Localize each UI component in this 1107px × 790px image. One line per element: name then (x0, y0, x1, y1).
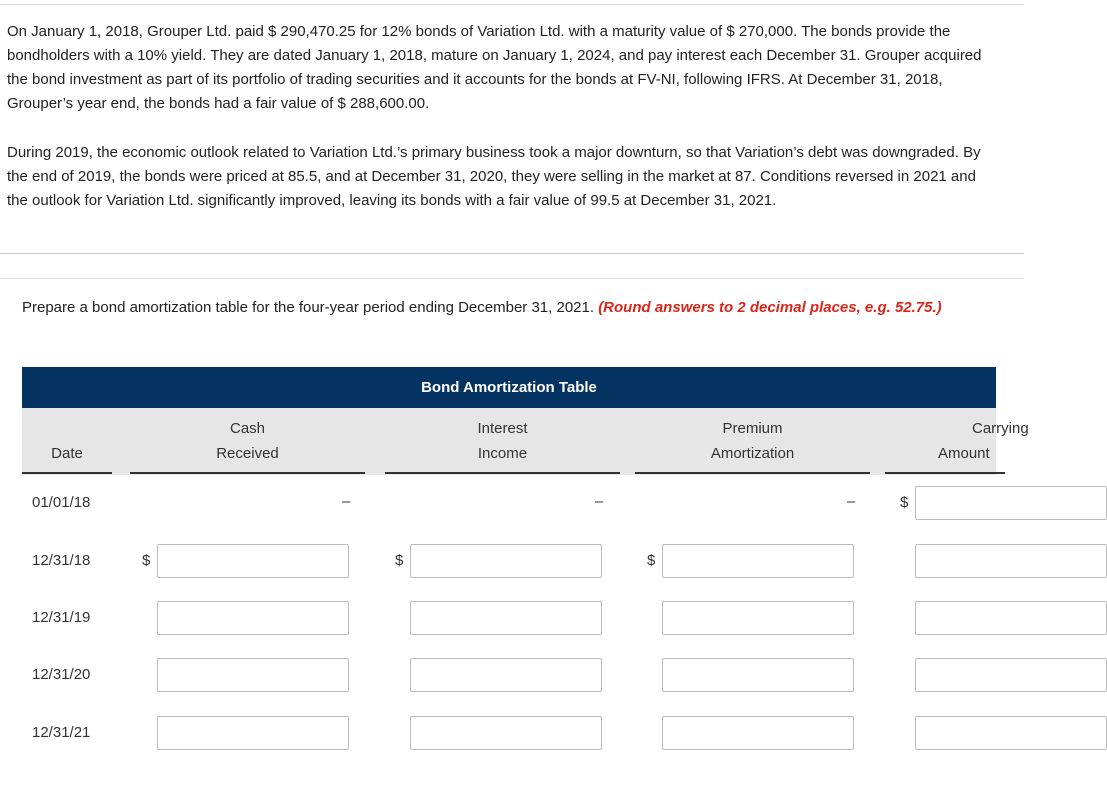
header-interest-income (385, 416, 620, 466)
header-line: Premium (722, 420, 783, 437)
header-line: Income (477, 445, 528, 462)
table-title: Bond Amortization Table (22, 367, 996, 408)
input-carrying-amount-12-31-21[interactable] (915, 716, 1107, 750)
header-date: Date (51, 445, 83, 462)
input-carrying-amount-01-01-18[interactable] (915, 486, 1107, 520)
header-line: Amortization (710, 445, 795, 462)
empty-cell-dash: – (847, 493, 856, 510)
currency-symbol: $ (395, 552, 404, 569)
bond-amortization-table (22, 367, 1029, 767)
header-underline (130, 472, 365, 474)
input-carrying-amount-12-31-18[interactable] (915, 544, 1107, 578)
problem-paragraph-1: On January 1, 2018, Grouper Ltd. paid $ 290,470.25 for 12% bonds of Variation Ltd. with a maturity value of $ 270,000. The bonds provide the bondholders with a 10% yield. They are dated January 1, 2018, mature on January 1, 2024, and pay interest each December 31. Grouper acquired the bond investment as part of its portfolio of trading securities and it accounts for the bonds at FV-NI, following IFRS. At December 31, 2018, Grouper’s year end, the bonds had a fair value of $ 288,600.00. (7, 23, 982, 112)
header-line: Amount (938, 445, 990, 462)
input-premium-amortization-12-31-19[interactable] (662, 601, 854, 635)
header-cash-received (130, 416, 365, 466)
input-interest-income-12-31-21[interactable] (410, 716, 602, 750)
table-header (22, 408, 1029, 475)
input-cash-received-12-31-19[interactable] (157, 601, 349, 635)
currency-symbol: $ (142, 552, 151, 569)
input-carrying-amount-12-31-19[interactable] (915, 601, 1107, 635)
header-line: Interest (477, 420, 528, 437)
empty-cell-dash: – (342, 493, 351, 510)
row-date: 01/01/18 (32, 494, 91, 511)
empty-cell-dash: – (595, 493, 604, 510)
input-carrying-amount-12-31-20[interactable] (915, 658, 1107, 692)
header-carrying-amount (932, 416, 1042, 466)
row-date: 12/31/21 (32, 724, 91, 741)
currency-symbol: $ (900, 494, 909, 511)
row-date: 12/31/20 (32, 666, 91, 683)
input-interest-income-12-31-20[interactable] (410, 658, 602, 692)
divider (0, 253, 1024, 254)
header-underline (385, 472, 620, 474)
header-premium-amortization (635, 416, 870, 466)
rounding-note: (Round answers to 2 decimal places, e.g. 52.75.) (598, 299, 942, 316)
header-line: Cash (229, 420, 266, 437)
header-line: Carrying (972, 420, 1029, 437)
row-date: 12/31/18 (32, 552, 91, 569)
input-premium-amortization-12-31-21[interactable] (662, 716, 854, 750)
input-premium-amortization-12-31-20[interactable] (662, 658, 854, 692)
input-interest-income-12-31-18[interactable] (410, 544, 602, 578)
instructions-text: Prepare a bond amortization table for the four-year period ending December 31, 2021. (22, 299, 599, 316)
top-divider (0, 4, 1024, 5)
instructions (22, 297, 982, 319)
input-cash-received-12-31-18[interactable] (157, 544, 349, 578)
header-underline (635, 472, 870, 474)
currency-symbol: $ (647, 552, 656, 569)
divider (0, 278, 1024, 279)
input-interest-income-12-31-19[interactable] (410, 601, 602, 635)
row-date: 12/31/19 (32, 609, 91, 626)
input-premium-amortization-12-31-18[interactable] (662, 544, 854, 578)
header-line: Received (216, 445, 279, 462)
header-underline (22, 472, 112, 474)
input-cash-received-12-31-21[interactable] (157, 716, 349, 750)
header-underline (885, 472, 1005, 474)
input-cash-received-12-31-20[interactable] (157, 658, 349, 692)
problem-paragraph-2: During 2019, the economic outlook related to Variation Ltd.’s primary business took a major downturn, so that Variation’s debt was downgraded. By the end of 2019, the bonds were priced at 85.5, and at December 31, 2020, they were selling in the market at 87. Conditions reversed in 2021 and the outlook for Variation Ltd. significantly improved, leaving its bonds with a fair value of 99.5 at December 31, 2021. (7, 144, 981, 209)
